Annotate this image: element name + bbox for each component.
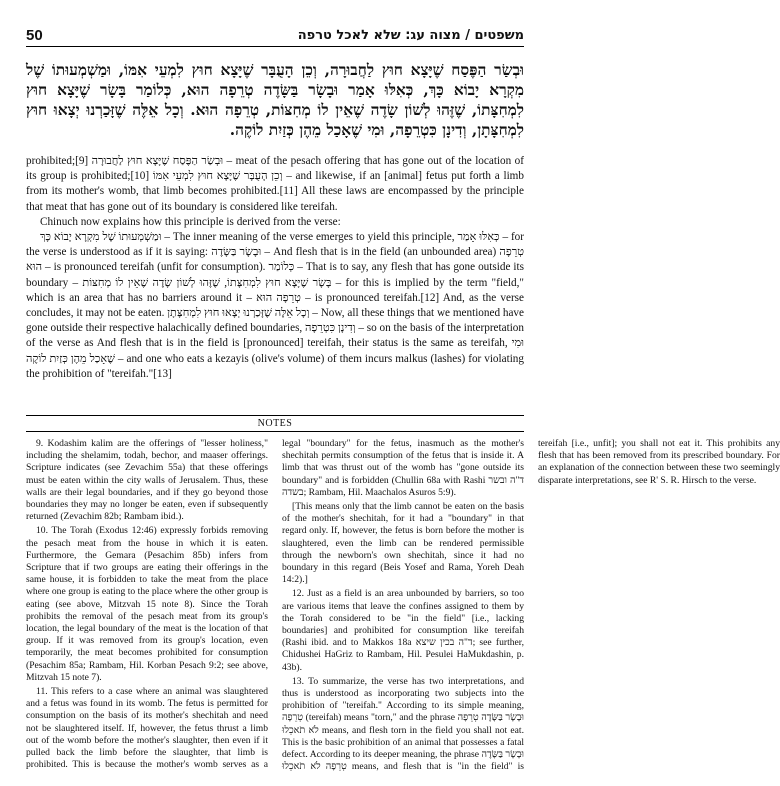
note-item: 11. This refers to a case where an animal was slaughtered and a fetus was found in its womb. The fetus is permitted for consumption on the basis of its mother's shechitah and need not be slaughtered itself. If, however, the fetus thrust a limb out of the womb before the mother's slaughter, then even if it pulled back the limb before the slaughter, that limb is prohibited. This is because the mother's womb serves as a legal "boundary" for the fetus, inasmuch as the mother's shechitah permits consumption of the fetus that is inside it. A limb that was thrust out of the womb has "gone outside its boundary" and is forbidden (Chullin 68a with Rashi ד"ה ובשר בשדה; Rambam, Hil. Maachalos Asuros 5:9). — [26, 438, 524, 771]
notes-section — [26, 438, 780, 778]
translation-body — [26, 154, 524, 382]
note-item: 10. The Torah (Exodus 12:46) expressly forbids removing the pesach meat from the house in which it is eaten. Furthermore, the Gemara (Pesachim 85b) infers from Scripture that if two groups are eating their offerings in the same house, it is forbidden to take the meat from the place where one group is eating to the place where the other group is eating (see above, Mitzvah 15 note 8). Since the Torah prohibits the removal of the pesach meat from its group's location, the legal boundary of the meat is the location of that group. If it was removed from its group's location, even temporarily, the meat becomes prohibited for consumption (Pesachim 85a; Rambam, Hil. Korban Pesach 9:2; see above, Mitzvah 15 note 7). — [26, 525, 268, 683]
translation-paragraph: וּמַשְׁמְעוּתוֹ שֶׁל מִקְרָא יָבוֹא כָּךְ – The inner meaning of the verse emerges to yield this principle, כְּאִלּוּ אָמַר – for the verse is understood as if it is saying: וּבָשָׂר בַּשָּׂדֶה – And flesh that is in the field (an unbounded area) טְרֵפָה הוּא – is pronounced tereifah (unfit for consumption). כְּלוֹמַר – That is to say, any flesh that has gone outside its boundary – בָּשָׂר שֶׁיָּצָא חוּץ לִמְחִצָּתוֹ, שֶׁזֶּהוּ לְשׁוֹן שָׂדֶה שֶׁאֵין לוֹ מְחִצּוֹת – for this is implied by the term "field," which is an area that has no barriers around it – טְרֵפָה הוּא – is pronounced tereifah.[12] And, as the verse concludes, it may not be eaten. וְכָל אֵלֶּה שֶׁזָּכַרְנוּ יְצָאוּ חוּץ לִמְחִצָּתָן – Now, all these things that we mentioned have gone outside their respective halachically defined boundaries, וְדִינָן כִּטְרֵפָה – so on the basis of the interpretation of the verse as And flesh that is in the field is [pronounced] tereifah, their status is the same as tereifah, וּמִי שֶׁאָכַל מֵהֶן כְּזַיִת לוֹקֶה – and one who eats a kezayis (olive's volume) of them incurs malkus (lashes) for violating the prohibition of "tereifah."[13] — [26, 231, 525, 380]
page-number: 50 — [26, 26, 43, 44]
notes-heading: NOTES — [26, 418, 524, 429]
hebrew-source-text: וּבְשַׂר הַפֶּסַח שֶׁיָּצָא חוּץ לַחֲבוּרָה, וְכֵן הָעֻבָּר שֶׁיָּצָא חוּץ לִמְעֵי אִמּוֹ, וּמַשְׁמְעוּתוֹ שֶׁל מִקְרָא יָבוֹא כָּךְ, כְּאִלּוּ אָמַר וּבָשָׂר בַּשָּׂדֶה טְרֵפָה הוּא, כְּלוֹמַר בָּשָׂר שֶׁיָּצָא חוּץ לִמְחִצָּתוֹ, שֶׁזֶּהוּ לְשׁוֹן שָׂדֶה שֶׁאֵין לוֹ מְחִצּוֹת, טְרֵפָה הוּא. וְכָל אֵלֶּה שֶׁזָּכַרְנוּ יְצָאוּ חוּץ לִמְחִצָּתָן, וְדִינָן כִּטְרֵפָה, וּמִי שֶׁאָכַל מֵהֶן כְּזַיִת לוֹקֶה. — [26, 61, 524, 139]
translation-paragraph: Chinuch now explains how this principle is derived from the verse: — [40, 215, 341, 228]
page-header — [26, 24, 524, 47]
running-title: משפטים / מצוה עג: שלא לאכל טרפה — [297, 27, 524, 43]
note-item: 13. To summarize, the verse has two interpretations, and thus is understood as incorporating two subjects into the prohibition of "tereifah." According to its simple meaning, טְרֵפָה (tereifah) means "torn," and the phrase וּבָשָׂר בַּשָּׂדֶה טְרֵפָה לֹא תֹאכֵלוּ means, and flesh torn in the field you shall not eat. This is the basic prohibition of an animal that possesses a fatal defect. According to its deeper meaning, the phrase וּבָשָׂר בַּשָּׂדֶה טְרֵפָה לֹא תֹאכֵלוּ means, and flesh that is "in the field" is tereifah [i.e., unfit]; you shall not eat it. This prohibits any flesh that has been removed from its prescribed boundary. For an explanation of the connection between these two seemingly disparate interpretations, see R' S. R. Hirsch to the verse. — [282, 438, 780, 773]
note-item: 9. Kodashim kalim are the offerings of "lesser holiness," including the shelamim, todah, bechor, and maaser offerings. Scripture indicates (see Zevachim 55a) that these offerings must be eaten within the city walls of Jerusalem. Thus, these walls are their legal boundaries, and if they go beyond those boundaries they may no longer be eaten, even if subsequently returned (Zevachim 82b; Rambam ibid.). — [26, 438, 268, 523]
translation-paragraph: prohibited;[9] וּבְשַׂר הַפֶּסַח שֶׁיָּצָא חוּץ לַחֲבוּרָה – meat of the pesach offering that has gone out of the location of its group is prohibited;[10] וְכֵן הָעֻבָּר שֶׁיָּצָא חוּץ לִמְעֵי אִמּוֹ – and likewise, if an [animal] fetus put forth a limb from its mother's womb, that limb becomes prohibited.[11] All these laws are encompassed by the principle that meat that has gone out of its boundary is considered like tereifah. — [26, 155, 525, 213]
note-item: 12. Just as a field is an area unbounded by barriers, so too are various items that leave the confines assigned to them by the Torah considered to be "in the field" [i.e., lacking boundaries] and prohibited for consumption like tereifah (Rashi ibid. and to Makkos 18a ד"ה בכין שיצא; see further, Chidushei HaGriz to Rambam, Hil. Pesulei HaMukdashin, p. 43b). — [282, 588, 525, 673]
note-item: [This means only that the limb cannot be eaten on the basis of the mother's shechitah, for it had a "boundary" in that regard only. If, however, the fetus is born before the mother is slaughtered, even the limb can be rendered permissible through the newborn's own shechitah, since it had no boundary in this regard (Beis Yosef and Rama, Yoreh Deah 14:2).] — [282, 501, 524, 586]
